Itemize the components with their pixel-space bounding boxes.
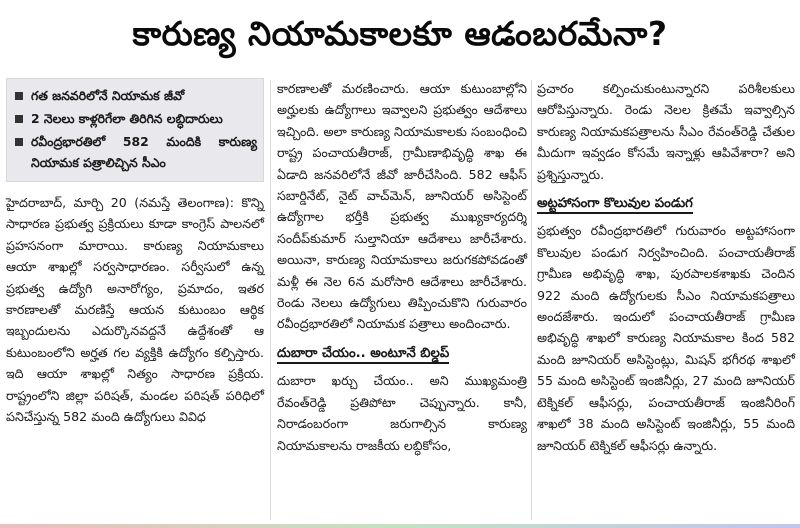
column-divider [531,80,532,520]
subheading-text: అట్టహాసంగా కొలువుల పండుగ [537,196,693,214]
square-bullet-icon [15,138,23,146]
highlight-text: రవీంద్రభారతిలో 582 మందికి కారుణ్య నియామక పత్రాలిచ్చిన సీఎం [31,134,257,170]
article-paragraph: ప్రభుత్వం రవీంద్రభారతిలో గురువారం అట్టహాసంగా కొలువుల పండుగ నిర్వహించింది. పంచాయతీరాజ్ గ్రామీణ అభివృద్ధి శాఖ, పురపాలకశాఖకు చెందిన 922 మంది ఉద్యోగులకు సీఎం నియామకపత్రాలు అందజేశారు. ఇందులో పంచాయతీరాజ్ గ్రామీణ అభివృద్ధి శాఖలో కారుణ్య నియామకాల కింద 582 మంది జూనియర్ అసిస్టెంట్లు, మిషన్ భగీరథ శాఖలో 55 మంది అసిస్టెంట్ ఇంజినీర్లు, 27 మంది జూనియర్ టెక్నికల్ ఆఫీసర్లు, పంచాయతీరాజ్ ఇంజినీరింగ్ శాఖలో 38 మంది అసిస్టెంట్ ఇంజినీర్లు, 55 మంది జూనియర్ టెక్నికల్ ఆఫీసర్లు ఉన్నారు. [537,223,795,453]
highlight-item [13,131,257,173]
column-2 [277,78,527,456]
square-bullet-icon [15,92,23,100]
column-1 [6,78,264,427]
highlight-item [13,108,257,129]
article-paragraph: దుబారా ఖర్చు చేయం.. అని ముఖ్యమంత్రి రేవంత్‌రెడ్డి ప్రతిపోటా చెప్పున్నారు. కానీ, నిరాడంబరంగా జరుగాల్సిన కారుణ్య నియామకాలను రాజకీయ లబ్ధికోసం, [277,373,527,453]
footer-bar [0,524,800,528]
subheading [537,193,795,214]
column-3 [537,78,795,456]
subheading-text: దుబారా చేయం.. అంటూనే బిల్డప్ [277,346,449,364]
article-paragraph: కారణాలతో మరణించారు. ఆయా కుటుంబాల్లోని అర్హులకు ఉద్యోగాలు ఇవ్వాలని ప్రభుత్వం ఆదేశాలు ఇచ్చింది. అలా కారుణ్య నియామకాలకు సంబంధించి రాష్ట్ర పంచాయతీరాజ్, గ్రామీణాభివృద్ధి శాఖ ఈ ఏడాది జనవరిలోనే జీవో జారీచేసింది. 582 ఆఫీస్ సబార్డినేట్, నైట్ వాచ్‌మెన్, జూనియర్ అసిస్టెంట్ ఉద్యోగాల భర్తీకి ప్రభుత్వ ముఖ్యకార్యదర్శి సందీప్‌కుమార్ సుల్తానియా ఆదేశాలు జారీచేశారు. అయినా, కారుణ్య నియామకాలు జరుగకపోవడంతో మళ్లీ ఈ నెల 6న మరోసారి ఆదేశాలు జారీచేశారు. రెండు నెలలు ఉద్యోగులు తిప్పించుకొని గురువారం రవీంద్రభారతిలో నియామక పత్రాలు అందించారు. [277,81,527,332]
article-paragraph: హైదరాబాద్, మార్చి 20 (నమస్తే తెలంగాణ): కొన్ని సాధారణ ప్రభుత్వ ప్రక్రియలు కూడా కాంగ్రెస్ పాలనలో ప్రహసనంగా మారాయి. కారుణ్య నియామకాలు ఆయా శాఖల్లో సర్వసాధారణం. సర్వీసులో ఉన్న ప్రభుత్వ ఉద్యోగి అనారోగ్యం, ప్రమాదం, ఇతర కారణాలతో మరణిస్తే ఆయన కుటుంబం ఆర్థిక ఇబ్బందులను ఎదుర్కొనవద్దనే ఉద్దేశంతో ఆ కుటుంబంలోని అర్హత గల వ్యక్తికి ఉద్యోగం కల్పిస్తారు. ఇది ఆయా శాఖల్లో నిత్యం సాధారణ ప్రక్రియ. రాష్ట్రంలోని జిల్లా పరిషత్, మండల పరిషత్ పరిధిలో పనిచేస్తున్న 582 మంది ఉద్యోగులు వివిధ [6,195,264,425]
subheading [277,343,527,364]
highlight-text: 2 నెలలు కాళ్లరిగేలా తిరిగిన లబ్ధిదారులు [31,111,223,126]
highlight-text: గత జనవరిలోనే నియామక జీవో [31,88,185,103]
highlights-box [6,78,264,182]
headline: కారుణ్య నియామకాలకూ ఆడంబరమేనా? [132,13,668,53]
highlight-item [13,85,257,106]
square-bullet-icon [15,115,23,123]
article-paragraph: ప్రచారం కల్పించుకుంటున్నారని పరిశీలకులు ఆరోపిస్తున్నారు. రెండు నెలల క్రితమే ఇవ్వాల్సిన కారుణ్య నియామకపత్రాలను సీఎం రేవంత్‌రెడ్డి చేతుల మీదుగా ఇవ్వడం కోసమే ఇన్నాళ్లు ఆపివేశారా? అని ప్రశ్నిస్తున్నారు. [537,81,795,182]
column-divider [270,80,271,520]
